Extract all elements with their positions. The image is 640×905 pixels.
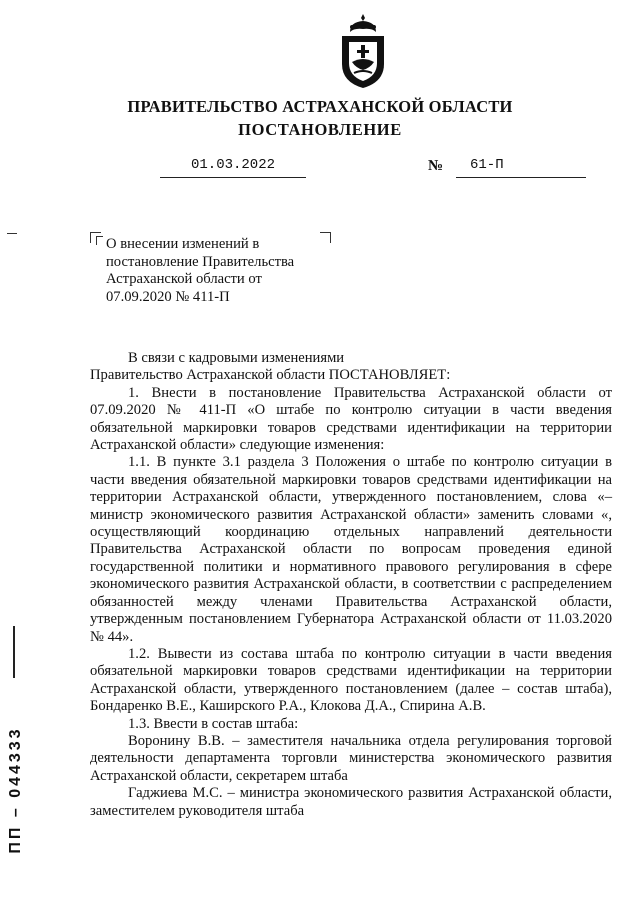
fold-mark (7, 233, 17, 234)
number-underline (456, 177, 586, 178)
subject-corner-top-left-inner (96, 236, 103, 245)
clause-1-1: 1.1. В пункте 3.1 раздела 3 Положения о штабе по контролю ситуации в части введения обязательной маркировки товаров средствами идентификации на территории Астраханской области, утвержденного постановлением, слова «– министр экономического развития Астраханской области» заменить словами «, осуществляющий координацию отдельных направлений деятельности Правительства Астраханской области по вопросам проведения единой государственной политики и нормативного правового регулирования в сфере экономического развития Астраханской области, в соответствии с распределением обязанностей между членами Правительства Астраханской области, утвержденным постановлением Губернатора Астраханской области от 11.03.2020 № 44». (90, 454, 612, 645)
document-body (90, 350, 612, 820)
document-subject: О внесении изменений в постановление Правительства Астраханской области от 07.09.2020 № 411-П (106, 236, 295, 305)
clause-1-3-item-1: Воронину В.В. – заместителя начальника отдела регулирования торговой деятельности департамента торговли министерства экономического развития Астраханской области, секретарем штаба (90, 732, 612, 784)
date-underline (160, 177, 306, 178)
document-date: 01.03.2022 (190, 157, 275, 173)
document-number: 61-П (470, 157, 504, 173)
clause-1-2: 1.2. Вывести из состава штаба по контролю ситуации в части введения обязательной маркировки товаров средствами идентификации на территории Астраханской области, утвержденного постановлением (далее – состав штаба), Бондаренко В.Е., Каширского Р.А., Клокова Д.А., Спирина А.В. (90, 645, 612, 715)
organization-title: ПРАВИТЕЛЬСТВО АСТРАХАНСКОЙ ОБЛАСТИ (127, 97, 513, 116)
preamble-line: В связи с кадровыми изменениями (128, 350, 345, 366)
resolution-line: Правительство Астраханской области ПОСТАНОВЛЯЕТ: (90, 367, 451, 384)
astrakhan-coat-of-arms-icon (338, 12, 388, 90)
clause-1-3-item-2: Гаджиева М.С. – министра экономического развития Астраханской области, заместителем руководителя штаба (90, 785, 612, 819)
document-type-title: ПОСТАНОВЛЕНИЕ (238, 120, 402, 139)
form-serial-number: ПП – 044333 (7, 726, 24, 854)
number-sign: № (428, 158, 444, 174)
clause-1: 1. Внести в постановление Правительства Астраханской области от 07.09.2020 № 411-П «О штабе по контролю ситуации в части введения обязательной маркировки товаров средствами идентификации на территории Астраханской области» следующие изменения: (90, 384, 612, 454)
margin-mark (13, 626, 15, 678)
clause-1-3: 1.3. Ввести в состав штаба: (128, 715, 299, 732)
